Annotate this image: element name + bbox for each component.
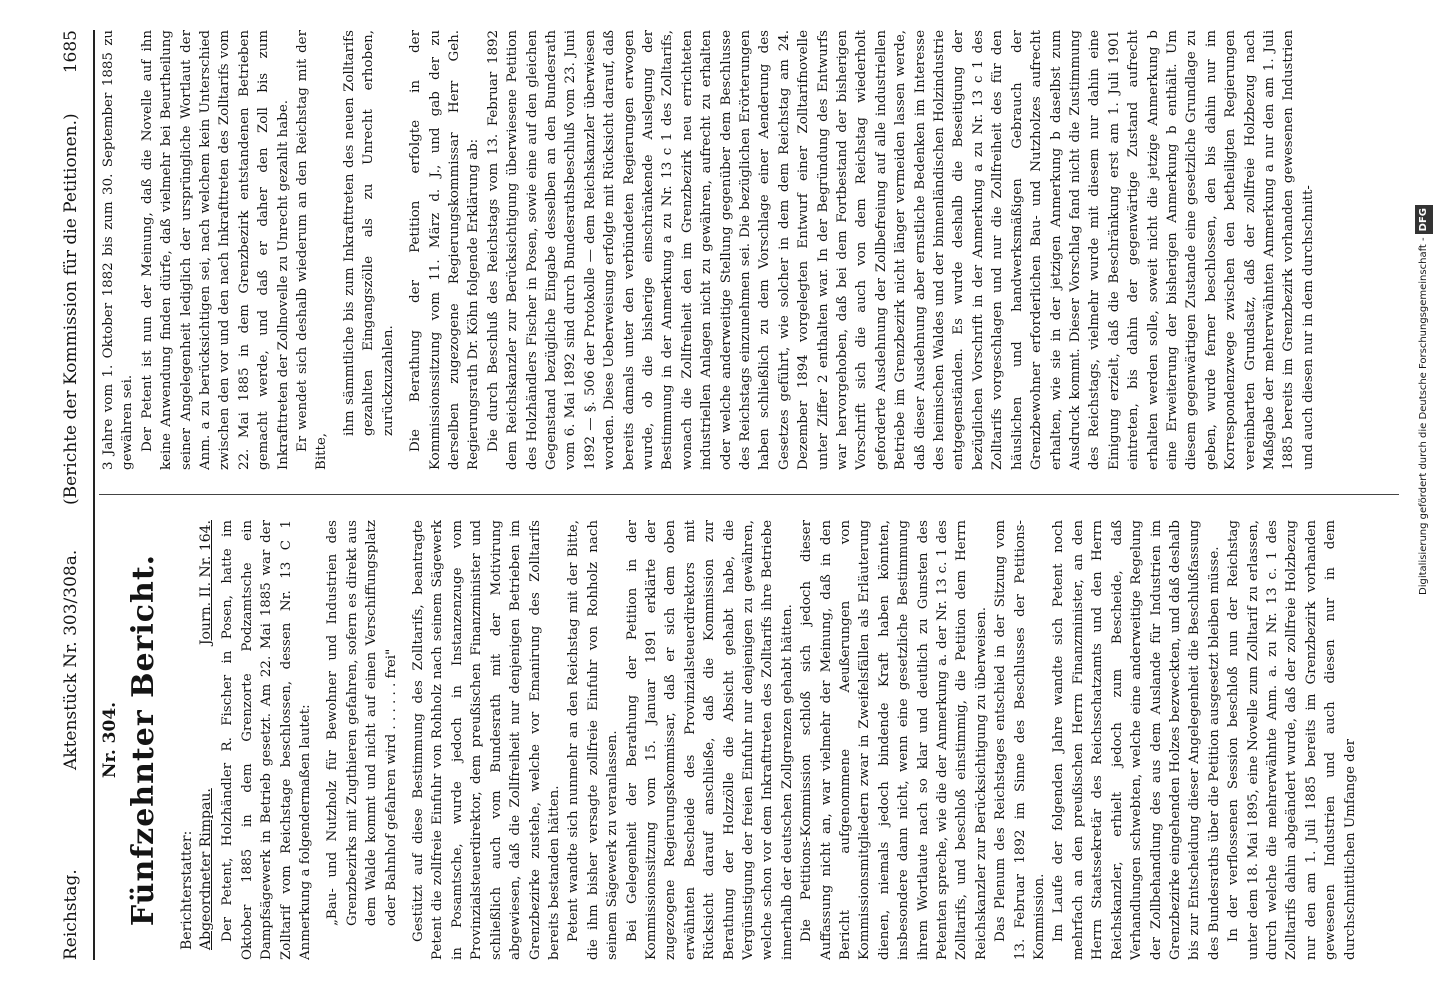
paragraph: Gestützt auf diese Bestimmung des Zolltarifs, beantragte Petent die zollfreie Einfuhr von Rohholz nach seinem Sägewerk in Posamtsche, wurde jedoch in Instanzenzuge vom Provinzialsteuerdirektor, dem preußischen Finanzminister und schließlich auch vom Bundesrath mit der Motivirung abgewiesen, daß die Zollfreiheit nur denjenigen Betrieben im Grenzbezirke zustehe, welche vor Emanirung des Zolltarifs bereits bestanden hätten. [411,520,562,960]
reporter-label: Berichterstatter: [179,830,196,950]
page-number: 1685 [61,30,81,74]
paragraph: Die Petitions-Kommission schloß sich jedoch dieser Auffassung nicht an, war vielmehr der Meinung, daß in den Bericht aufgenommene Aeußerungen von Kommissionsmitgliedern zwar in Zweifelsfällen als Erläuterung dienen, niemals jedoch bindende Kraft haben könnten, insbesondere dann nicht, wenn eine gesetzliche Bestimmung ihrem Wortlaute nach so klar und deutlich zu Gunsten des Petenten spreche, wie die der Anmerkung a. der Nr. 13 c. 1 des Zolltarifs, und beschloß einstimmig, die Petition dem Herrn Reichskanzler zur Berücksichtigung zu überweisen. [799,520,989,960]
side-note [1415,10,1433,595]
paragraph: Die durch Beschluß des Reichstags vom 13. Februar 1892 dem Reichskanzler zur Berücksichtigung überwiesene Petition des Holzhändlers Fischer in Posen, sowie eine auf den gleichen Gegenstand bezügliche Eingabe desselben an den Bundesrath vom 6. Mai 1892 sind durch Bundesrathsbeschluß vom 23. Juni 1892 — §. 506 der Protokolle — dem Reichskanzler überwiesen worden. Diese Ueberweisung erfolgte mit Rücksicht darauf, daß bereits damals unter den verbündeten Regierungen erwogen wurde, ob die bisherige einschränkende Auslegung der Bestimmung in der Anmerkung a zu Nr. 13 c 1 des Zolltarifs, wonach die Zollfreiheit den im Grenzbezirk neu errichteten industriellen Anlagen nicht zu gewähren, aufrecht zu erhalten oder welche anderweitige Stellung gegenüber dem Beschlusse des Reichstags einzunehmen sei. Die bezüglichen Erörterungen haben schließlich zu dem Vorschlage einer Aenderung des Gesetzes geführt, wie solcher in dem dem Reichstag am 24. Dezember 1894 vorgelegten Entwurf einer Zolltarifnovelle unter Ziffer 2 enthalten war. In der Begründung des Entwurfs war hervorgehoben, daß bei dem Fortbestand der bisherigen Vorschrift sich die auch von dem Reichstag wiederholt geforderte Ausdehnung der Zollbefreiung auf alle industriellen Betriebe im Grenzbezirk nicht länger vermeiden lassen werde, daß dieser Ausdehnung aber ernstliche Bedenken im Interesse des heimischen Waldes und der binnenländischen Holzindustrie entgegenständen. Es wurde deshalb die Beseitigung der bezüglichen Vorschrift in der Anmerkung a zu Nr. 13 c 1 des Zolltarifs vorgeschlagen und nur die Zollfreiheit des für den häuslichen und handwerksmäßigen Gebrauch der Grenzbewohner erforderlichen Bau- und Nutzholzes aufrecht erhalten, wie sie in der jetzigen Anmerkung b daselbst zum Ausdruck kommt. Dieser Vorschlag fand nicht die Zustimmung des Reichstags, vielmehr wurde mit diesem nur dahin eine Einigung erzielt, daß die Beschränkung erst am 1. Juli 1901 eintreten, bis dahin der gegenwärtige Zustand aufrecht erhalten werden solle, soweit nicht die jetzige Anmerkung b eine Erweiterung der bisherigen Anmerkung b enthält. Um diesem gegenwärtigen Zustande eine gesetzliche Grundlage zu geben, wurde ferner beschlossen, den bis dahin nur im Korrespondenzwege zwischen den betheiligten Regierungen vereinbarten Grundsatz, daß der zollfreie Holzbezug nach Maßgabe der mehrerwähnten Anmerkung a nur den am 1. Juli 1885 bereits im Grenzbezirk vorhanden gewesenen Industrien und auch diesen nur in dem durchschnitt- [485,30,1316,470]
paragraph: Der Petent ist nun der Meinung, daß die Novelle auf ihn keine Anwendung finden dürfe, daß vielmehr bei Beurtheilung seiner Angelegenheit lediglich der ursprüngliche Wortlaut der Anm. a zu berücksichtigen sei, nach welchem kein Unterschied zwischen den vor und den nach Inkrafttreten des Zolltarifs vom 22. Mai 1885 in dem Grenzbezirk entstandenen Betrieben gemacht werde, und daß er daher den Zoll bis zum Inkrafttreten der Zollnovelle zu Unrecht gezahlt habe. [139,30,291,470]
paragraph: 3 Jahre vom 1. Oktober 1882 bis zum 30. September 1885 zu gewähren sei. [101,30,136,470]
dfg-logo: DFG [1415,205,1433,234]
header-right-title: (Berichte der Kommission für die Petitionen.) [61,113,81,505]
quote-paragraph: „Bau- und Nutzholz für Bewohner und Industrien des Grenzbezirks mit Zugthieren gefahren, sofern es direkt aus dem Walde kommt und nicht auf einen Verschiffungsplatz oder Bahnhof gefahren wird . . . . . . frei" [325,520,399,926]
header-left: Reichstag. [61,869,81,960]
paragraph: Das Plenum des Reichstages entschied in der Sitzung vom 13. Februar 1892 im Sinne des Beschlusses der Petitions-Kommission. [993,520,1048,960]
rotated-page [55,30,1434,960]
header-center: Aktenstück Nr. 303/308a. [61,549,81,770]
reporter-block [178,520,218,960]
paragraph: In der verflossenen Session beschloß nun der Reichstag unter dem 18. Mai 1895, eine Novelle zum Zolltarif zu erlassen, durch welche die mehrerwähnte Anm. a. zu Nr. 13 c. 1 des Zolltarifs dahin abgeändert wurde, daß der zollfreie Holzbezug nur den am 1. Juli 1885 bereits im Grenzbezirk vorhanden gewesenen Industrien und auch diesen nur in dem durchschnittlichen Umfange der [1226,520,1358,960]
side-note-text: Digitalisierung gefördert durch die Deutsche Forschungsgemeinschaft - [1418,237,1429,595]
left-column [99,520,1429,960]
quote-paragraph: ihm sämmtliche bis zum Inkrafttreten des neuen Zolltarifs gezahlten Eingangszölle als zu Unrecht erhoben, zurückzuzahlen. [341,30,396,436]
right-column [99,30,1429,470]
paragraph: Bei Gelegenheit der Berathung der Petition in der Kommissionssitzung vom 15. Januar 1891 erklärte der zugezogene Regierungskommissar, daß er sich dem oben erwähnten Bescheide des Provinzialsteuerdirektors mit Rücksicht darauf anschließe, daß die Kommission zur Berathung der Holzzölle die Absicht gehabt habe, die Vergünstigung der freien Einfuhr nur denjenigen zu gewähren, welche schon vor dem Inkrafttreten des Zolltarifs ihre Betriebe innerhalb der deutschen Zollgrenzen gehabt hätten. [624,520,795,960]
reporter-name: Abgeordneter Rimpau. [198,788,215,950]
header-rule [93,30,95,960]
paragraph: Der Petent, Holzhändler R. Fischer in Posen, hatte im Oktober 1885 in dem Grenzorte Podzamtsche ein Dampfsägewerk in Betrieb gesetzt. Am 22. Mai 1885 war der Zolltarif vom Reichstage beschlossen, dessen Nr. 13 C 1 Anmerkung a folgendermaßen lautet: [220,520,314,960]
page-header [55,30,89,960]
document-number: Nr. 304. [100,701,120,779]
paragraph: Die Berathung der Petition erfolgte in der Kommissionssitzung vom 11. März d. J., und gab der zu derselben zugezogene Regierungskommissar Herr Geh. Regierungsrath Dr. Köhn folgende Erklärung ab: [408,30,482,470]
paragraph: Er wendet sich deshalb wiederum an den Reichstag mit der Bitte, [295,30,330,470]
document-title: Fünfzehnter Bericht. [126,553,162,927]
paragraph: Petent wandte sich nunmehr an den Reichstag mit der Bitte, die ihm bisher versagte zollfreie Einfuhr von Rohholz nach seinem Sägewerk zu veranlassen. [566,520,621,960]
paragraph: Im Laufe der folgenden Jahre wandte sich Petent noch mehrfach an den preußischen Herrn Finanzminister, an den Herrn Staatssekretär des Reichsschatzamts und den Herrn Reichskanzler, erhielt jedoch zum Bescheide, daß Verhandlungen schwebten, welche eine anderweitige Regelung der Zollbehandlung des aus dem Auslande für Industrien im Grenzbezirke eingehenden Holzes bezweckten, und daß deshalb bis zur Entscheidung dieser Angelegenheit die Beschlußfassung des Bundesraths über die Petition ausgesetzt bleiben müsse. [1051,520,1222,960]
column-divider [99,494,1399,495]
journal-ref: Journ. II. Nr. 164. [198,520,215,646]
